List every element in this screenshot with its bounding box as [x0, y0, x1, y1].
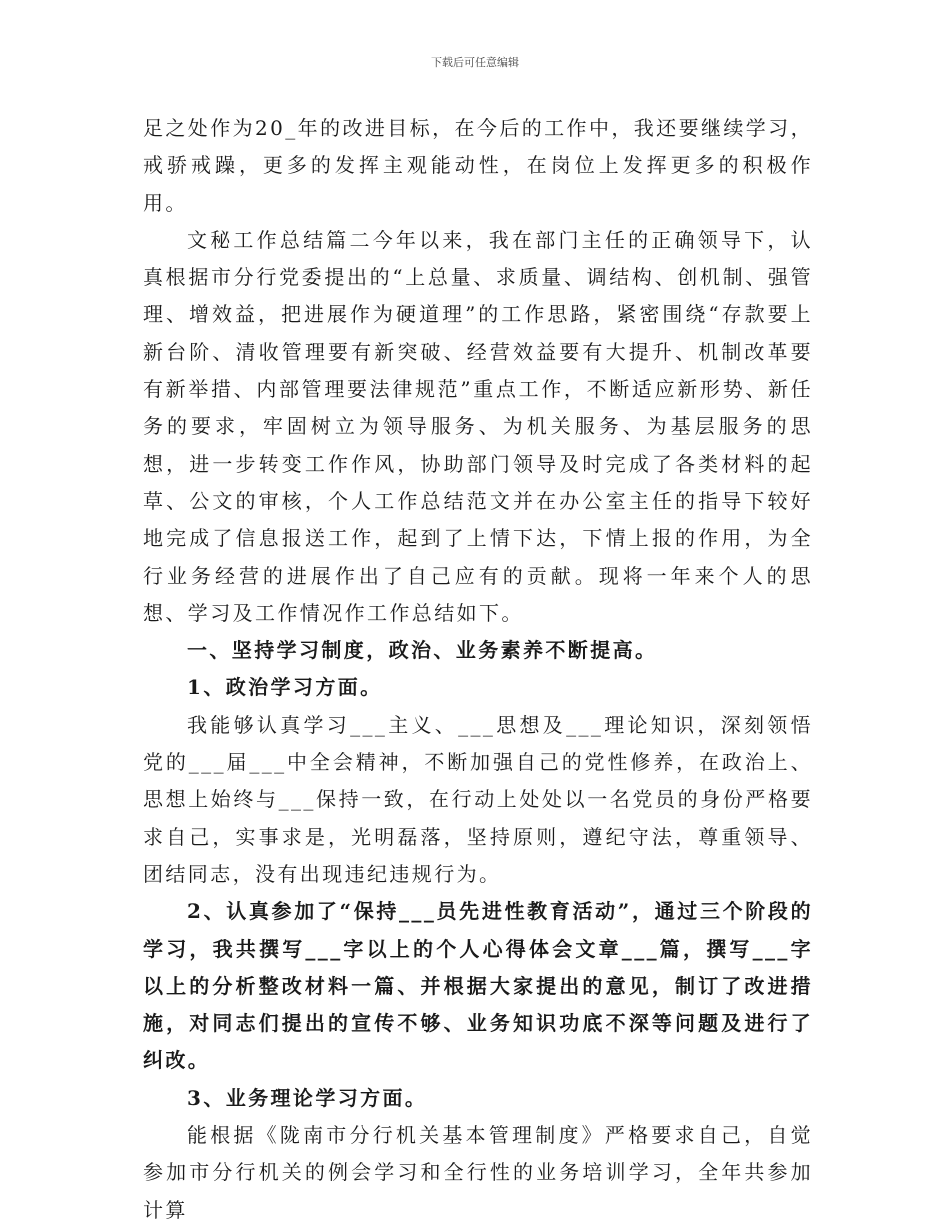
paragraph-2: 文秘工作总结篇二今年以来，我在部门主任的正确领导下，认真根据市分行党委提出的“上总量、求质量、调结构、创机制、强管理、增效益，把进展作为硬道理”的工作思路，紧密围绕“存款要上新台阶、清收管理要有新突破、经营效益要有大提升、机制改革要有新举措、内部管理要法律规范”重点工作，不断适应新形势、新任务的要求，牢固树立为领导服务、为机关服务、为基层服务的思想，进一步转变工作作风，协助部门领导及时完成了各类材料的起草、公文的审核，个人工作总结范文并在办公室主任的指导下较好地完成了信息报送工作，起到了上情下达，下情上报的作用，为全行业务经营的进展作出了自己应有的贡献。现将一年来个人的思想、学习及工作情况作工作总结如下。	[143, 227, 813, 625]
paragraph-political-study: 我能够认真学习___主义、___思想及___理论知识，深刻领悟党的___届___中全会精神，不断加强自己的党性修养，在政治上、思想上始终与___保持一致，在行动上处处以一名党员的身份严格要求自己，实事求是，光明磊落，坚持原则，遵纪守法，尊重领导、团结同志，没有出现违纪违规行为。	[143, 712, 813, 886]
paragraph-business-study: 能根据《陇南市分行机关基本管理制度》严格要求自己，自觉参加市分行机关的例会学习和全行性的业务培训学习，全年共参加计算	[143, 1123, 813, 1222]
section-heading-1: 一、坚持学习制度，政治、业务素养不断提高。	[187, 638, 658, 663]
paragraph-education-activity: 2、认真参加了“保持___员先进性教育活动”，通过三个阶段的学习，我共撰写___字以上的个人心得体会文章___篇，撰写___字以上的分析整改材料一篇、并根据大家提出的意见，制订了改进措施，对同志们提出的宣传不够、业务知识功底不深等问题及进行了纠改。	[143, 899, 813, 1073]
page-header: 下载后可任意编辑	[431, 56, 519, 69]
subheading-business-study: 3、业务理论学习方面。	[187, 1085, 428, 1110]
document-body	[143, 110, 813, 1229]
subheading-political-study: 1、政治学习方面。	[187, 675, 383, 700]
paragraph-1: 足之处作为20_年的改进目标，在今后的工作中，我还要继续学习，戒骄戒躁，更多的发挥主观能动性，在岗位上发挥更多的积极作用。	[143, 116, 813, 215]
